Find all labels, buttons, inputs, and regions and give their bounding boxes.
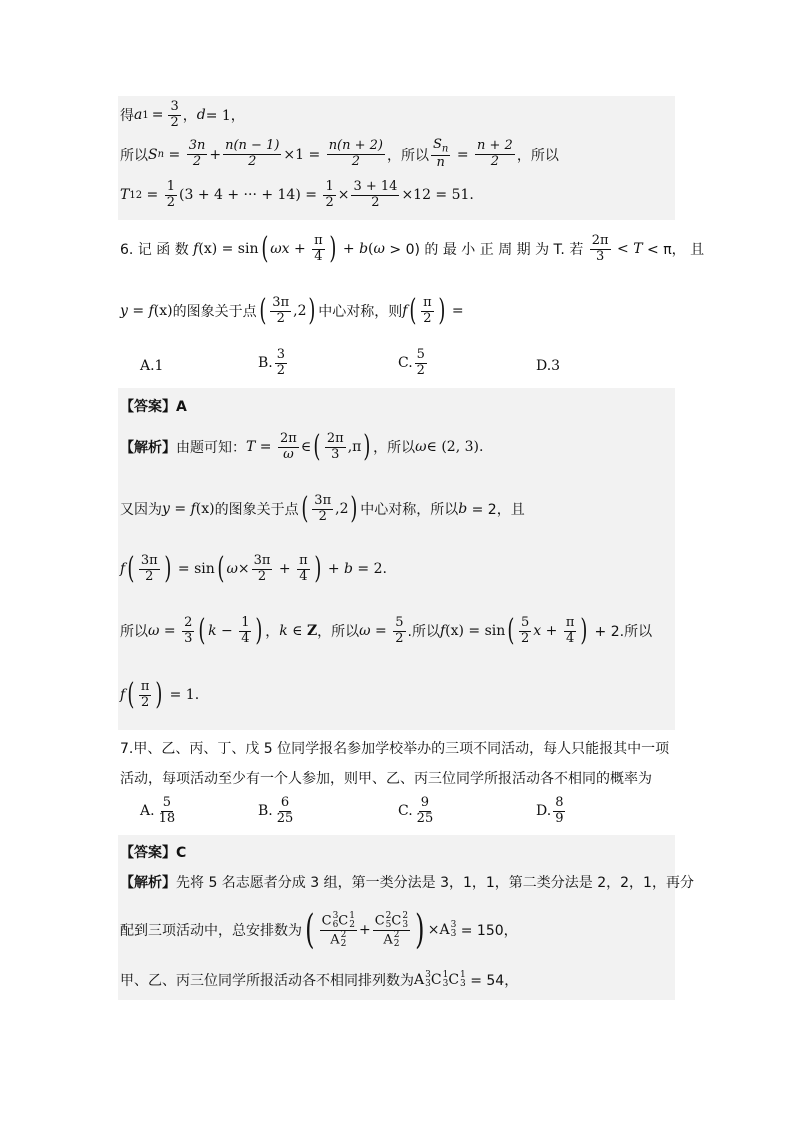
fraction: $\frac{n(n - 1)}{2}$: [225, 138, 280, 170]
solution-6-line-3: f ( $\frac{3\pi}{2}$ ) = sin ( ω × $\frac{3\pi}{2}$ + $\frac{\pi}{4}$ ) + b = 2.: [120, 551, 387, 587]
solution-line-2: 所以 S n = $\frac{3n}{2}$ + $\frac{n(n - 1)}{2}$ ×1 = $\frac{n(n + 2)}{2}$ ，所以 $\frac{S_n}{n}$ = $\frac{n + 2}{2}$ ，所以: [120, 137, 559, 171]
question-6-line-1: 6. 记 函 数 f (x) = sin ( ω x + $\frac{\pi}{4}$ ) + b ( ω > 0) 的 最 小 正 周 期 为 T. 若 $\frac{2\pi}{3}$ < T < π， 且: [120, 231, 705, 267]
fraction: $\frac{3n}{2}$: [188, 138, 206, 170]
solution-6-line-1: 【解析】 由题可知： T = $\frac{2\pi}{\omega}$ ∈ ( $\frac{2\pi}{3}$ ,π ) ，所以 ω ∈ (2, 3).: [120, 429, 484, 465]
fraction: $\frac{\pi}{4}$: [299, 553, 308, 584]
option-7c[interactable]: C. $\frac{9}{25}$: [398, 795, 434, 826]
fraction: $\frac{3 + 14}{2}$: [353, 179, 398, 210]
fraction: $\frac{5}{2}$: [416, 347, 425, 378]
answer-7: 【答案】C: [120, 845, 187, 861]
fraction: C 2 5 C 2 3 A 2 2: [374, 910, 409, 949]
answer-6: 【答案】A: [120, 399, 187, 415]
fraction: $\frac{9}{25}$: [416, 795, 434, 826]
fraction: $\frac{n(n + 2)}{2}$: [328, 138, 384, 170]
fraction: $\frac{2\pi}{3}$: [326, 431, 344, 462]
solution-7-line-2: 配到三项活动中，总安排数为 ( C 3 6 C 1 2 A 2 2 + C 2 5 C 2 3 A 2 2 ) × A 3 3 = 150，: [120, 907, 518, 953]
option-6a[interactable]: A.1: [140, 358, 164, 374]
option-6c[interactable]: C. $\frac{5}{2}$: [398, 347, 425, 378]
fraction: $\frac{6}{25}$: [276, 795, 294, 826]
fraction: $\frac{S_n}{n}$: [433, 137, 449, 171]
fraction: $\frac{3\pi}{2}$: [253, 553, 271, 584]
solution-line-1: 得 a 1 = $\frac{3}{2}$ ， d = 1，: [120, 99, 245, 130]
fraction: $\frac{\pi}{2}$: [423, 295, 432, 326]
fraction: $\frac{3\pi}{2}$: [140, 553, 158, 584]
option-6d[interactable]: D.3: [536, 358, 561, 374]
fraction: $\frac{\pi}{2}$: [140, 679, 150, 710]
question-7-line-1: 7.甲、乙、丙、丁、戊 5 位同学报名参加学校举办的三项不同活动，每人只能报其中一项: [120, 741, 670, 757]
fraction: $\frac{2\pi}{\omega}$: [279, 431, 297, 462]
fraction: $\frac{2\pi}{3}$: [591, 233, 609, 264]
fraction: $\frac{8}{9}$: [555, 795, 564, 826]
question-7-line-2: 活动，每项活动至少有一个人参加，则甲、乙、丙三位同学所报活动各不相同的概率为: [120, 771, 652, 787]
fraction: $\frac{1}{2}$: [166, 179, 175, 210]
fraction: $\frac{5}{18}$: [158, 795, 176, 826]
fraction: $\frac{3}{2}$: [276, 347, 286, 378]
fraction: $\frac{\pi}{4}$: [565, 615, 575, 646]
fraction: $\frac{1}{4}$: [241, 615, 250, 646]
solution-7-line-1: 【解析】 先将 5 名志愿者分成 3 组，第一类分法是 3，1，1，第二类分法是 2，2，1，再分: [120, 875, 694, 891]
fraction: $\frac{2}{3}$: [184, 615, 193, 646]
solution-6-line-5: f ( $\frac{\pi}{2}$ ) = 1.: [120, 677, 200, 713]
fraction: $\frac{5}{2}$: [521, 615, 530, 646]
option-7d[interactable]: D. $\frac{8}{9}$: [536, 795, 564, 826]
option-7a[interactable]: A. $\frac{5}{18}$: [140, 795, 176, 826]
fraction: $\frac{1}{2}$: [325, 179, 334, 210]
fraction: $\frac{n + 2}{2}$: [477, 138, 513, 170]
fraction: $\frac{3\pi}{2}$: [314, 493, 332, 524]
fraction: $\frac{5}{2}$: [395, 615, 404, 646]
solution-7-line-3: 甲、乙、丙三位同学所报活动各不相同排列数为 A 3 3 C 1 3 C 1 3 = 54，: [120, 970, 519, 989]
fraction: $\frac{3\pi}{2}$: [272, 295, 290, 326]
solution-line-3: T 12 = $\frac{1}{2}$ (3 + 4 + ··· + 14) = $\frac{1}{2}$ × $\frac{3 + 14}{2}$ ×12 = 51.: [120, 179, 474, 210]
option-6b[interactable]: B. $\frac{3}{2}$: [258, 347, 286, 378]
question-6-line-2: y = f (x) 的图象关于点 ( $\frac{3\pi}{2}$ ,2 ) 中心对称，则 f ( $\frac{\pi}{2}$ ) =: [120, 293, 464, 329]
solution-6-line-2: 又因为 y = f (x) 的图象关于点 ( $\frac{3\pi}{2}$ ,2 ) 中心对称，所以 b = 2，且: [120, 491, 525, 527]
option-7b[interactable]: B. $\frac{6}{25}$: [258, 795, 294, 826]
fraction: $\frac{3}{2}$: [170, 99, 179, 130]
fraction: C 3 6 C 1 2 A 2 2: [321, 910, 355, 949]
solution-6-line-4: 所以 ω = $\frac{2}{3}$ ( k − $\frac{1}{4}$ ) ， k ∈ Z ，所以 ω = $\frac{5}{2}$ .所以 f (x) = sin ( $\frac{5}{2}$ x + $\frac{\pi}{4}$ ) + 2.所以: [120, 613, 653, 649]
fraction: $\frac{\pi}{4}$: [314, 233, 323, 264]
